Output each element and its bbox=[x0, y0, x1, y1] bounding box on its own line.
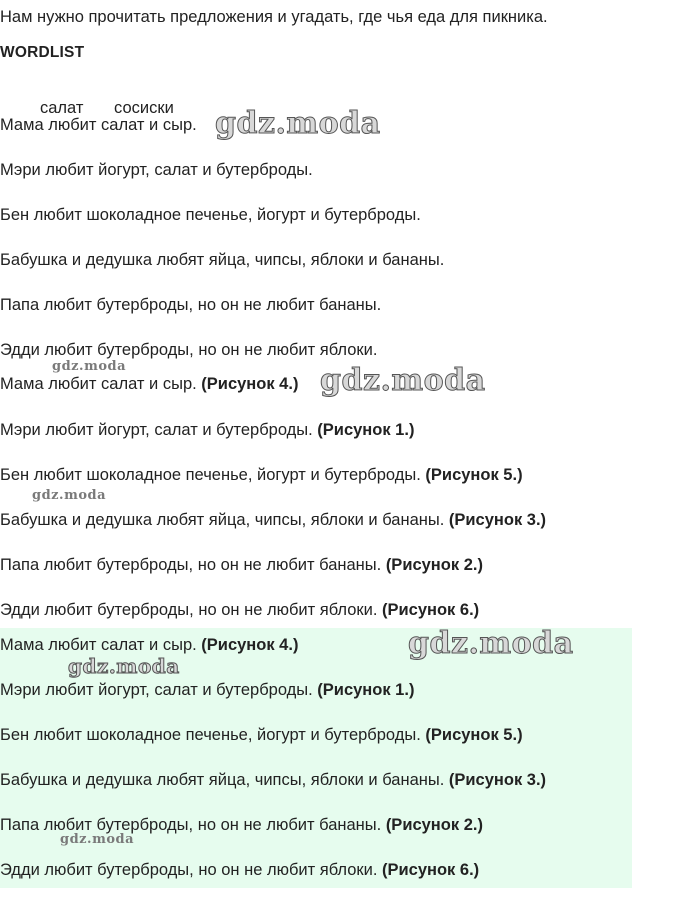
answer-label: (Рисунок 6.) bbox=[382, 861, 480, 879]
answer-label: (Рисунок 3.) bbox=[448, 511, 547, 529]
watermark-logo: gdz.moda bbox=[68, 654, 180, 678]
wordlist-heading: WORDLIST bbox=[0, 44, 85, 61]
answer-line: Эдди любит бутерброды, но он не любит яблоки. (Рисунок 6.) bbox=[0, 861, 480, 879]
answer-label: (Рисунок 1.) bbox=[317, 681, 415, 699]
answer-label: (Рисунок 4.) bbox=[201, 636, 299, 654]
watermark-logo: gdz.moda bbox=[215, 106, 381, 141]
wordlist-word: салат bbox=[40, 99, 84, 117]
answer-line: Мама любит салат и сыр. (Рисунок 4.) bbox=[0, 636, 299, 654]
answer-label: (Рисунок 2.) bbox=[385, 816, 483, 834]
answer-label: (Рисунок 4.) bbox=[201, 375, 299, 393]
answer-line: Бабушка и дедушка любят яйца, чипсы, яблоки и бананы. (Рисунок 3.) bbox=[0, 511, 547, 529]
sentence-line: Эдди любит бутерброды, но он не любит яблоки. bbox=[0, 341, 378, 359]
sentence-line: Бабушка и дедушка любят яйца, чипсы, яблоки и бананы. bbox=[0, 251, 445, 269]
answer-label: (Рисунок 6.) bbox=[382, 601, 480, 619]
answer-label: (Рисунок 2.) bbox=[385, 556, 483, 574]
watermark-logo: gdz.moda bbox=[32, 488, 107, 503]
answer-line: Бен любит шоколадное печенье, йогурт и бутерброды. (Рисунок 5.) bbox=[0, 726, 523, 744]
answer-line: Мама любит салат и сыр. (Рисунок 4.) bbox=[0, 375, 299, 393]
sentence-line: Мама любит салат и сыр. bbox=[0, 116, 197, 134]
answer-line: Мэри любит йогурт, салат и бутерброды. (Рисунок 1.) bbox=[0, 421, 415, 439]
watermark-logo: gdz.moda bbox=[52, 359, 127, 374]
intro-text: Нам нужно прочитать предложения и угадать, где чья еда для пикника. bbox=[0, 8, 548, 26]
answer-line: Папа любит бутерброды, но он не любит бананы. (Рисунок 2.) bbox=[0, 816, 483, 834]
sentence-line: Бен любит шоколадное печенье, йогурт и бутерброды. bbox=[0, 206, 421, 224]
answer-line: Бабушка и дедушка любят яйца, чипсы, яблоки и бананы. (Рисунок 3.) bbox=[0, 771, 547, 789]
answer-line: Бен любит шоколадное печенье, йогурт и бутерброды. (Рисунок 5.) bbox=[0, 466, 523, 484]
answer-label: (Рисунок 5.) bbox=[425, 466, 523, 484]
watermark-logo: gdz.moda bbox=[408, 626, 574, 661]
answer-line: Папа любит бутерброды, но он не любит бананы. (Рисунок 2.) bbox=[0, 556, 483, 574]
answer-line: Эдди любит бутерброды, но он не любит яблоки. (Рисунок 6.) bbox=[0, 601, 480, 619]
wordlist-word: сосиски bbox=[114, 99, 174, 117]
wordlist-words bbox=[40, 99, 200, 117]
sentence-line: Мэри любит йогурт, салат и бутерброды. bbox=[0, 161, 313, 179]
watermark-logo: gdz.moda bbox=[320, 363, 486, 398]
answer-label: (Рисунок 1.) bbox=[317, 421, 415, 439]
sentence-line: Папа любит бутерброды, но он не любит бананы. bbox=[0, 296, 382, 314]
answer-label: (Рисунок 3.) bbox=[448, 771, 547, 789]
answer-label: (Рисунок 5.) bbox=[425, 726, 523, 744]
watermark-logo: gdz.moda bbox=[60, 832, 135, 847]
answer-line: Мэри любит йогурт, салат и бутерброды. (Рисунок 1.) bbox=[0, 681, 415, 699]
